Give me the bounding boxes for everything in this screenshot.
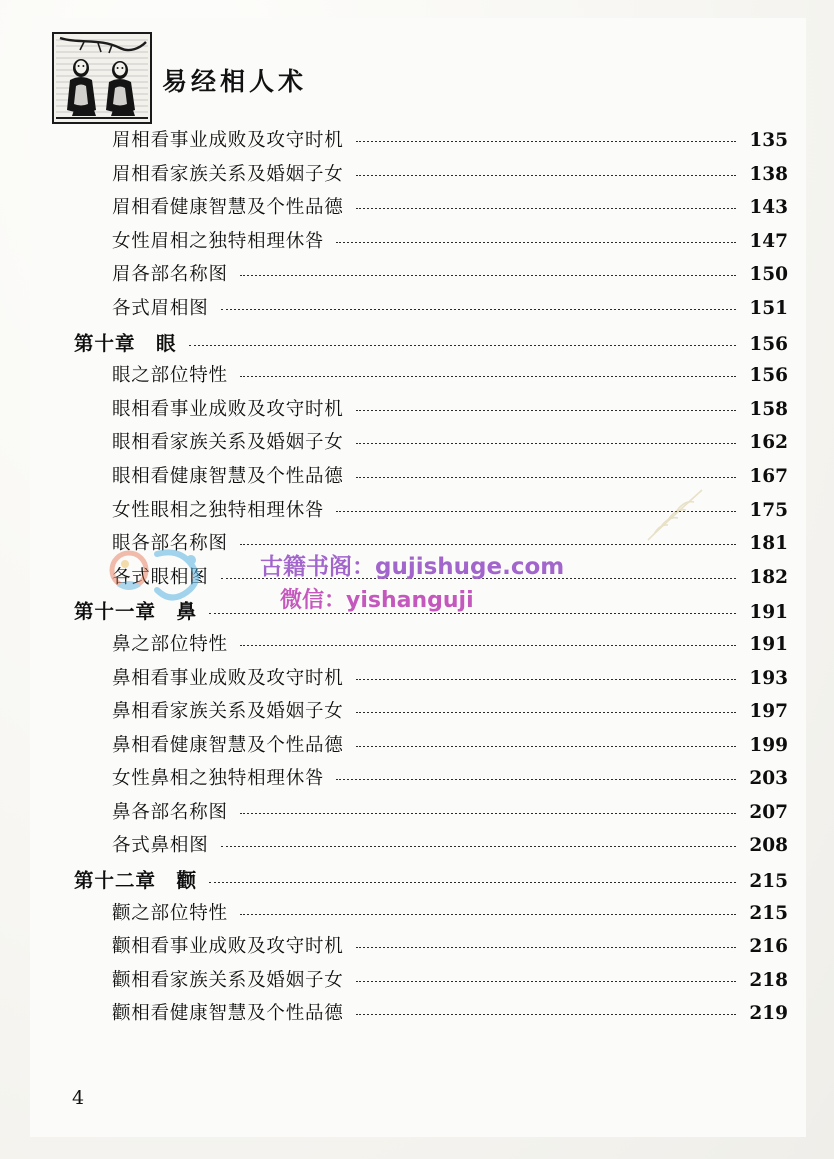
- page-content-area: [30, 18, 806, 1137]
- toc-leader-dots: [336, 511, 736, 512]
- toc-entry-page-number: 218: [749, 969, 788, 991]
- toc-entry-row[interactable]: [52, 260, 788, 294]
- toc-entry-row[interactable]: [52, 395, 788, 429]
- toc-leader-dots: [356, 410, 736, 411]
- toc-leader-dots: [209, 882, 736, 883]
- toc-leader-dots: [356, 208, 736, 209]
- toc-leader-dots: [356, 679, 736, 680]
- toc-entry-label: 眼之部位特性: [112, 365, 228, 387]
- toc-entry-row[interactable]: [52, 764, 788, 798]
- toc-entry-row[interactable]: [52, 630, 788, 664]
- toc-leader-dots: [221, 578, 736, 579]
- toc-entry-row[interactable]: [52, 462, 788, 496]
- toc-entry-label: 鼻之部位特性: [112, 633, 228, 655]
- toc-entry-row[interactable]: [52, 966, 788, 1000]
- toc-entry-row[interactable]: [52, 160, 788, 194]
- toc-entry-label: 眼相看家族关系及婚姻子女: [112, 432, 344, 454]
- toc-entry-page-number: 197: [749, 701, 788, 723]
- toc-leader-dots: [240, 645, 736, 646]
- toc-entry-row[interactable]: [52, 193, 788, 227]
- toc-leader-dots: [240, 544, 736, 545]
- toc-entry-page-number: 191: [749, 602, 788, 624]
- toc-entry-row[interactable]: [52, 932, 788, 966]
- toc-entry-page-number: 215: [749, 871, 788, 893]
- toc-leader-dots: [356, 947, 736, 948]
- toc-entry-page-number: 215: [749, 902, 788, 924]
- toc-entry-row[interactable]: [52, 496, 788, 530]
- toc-leader-dots: [356, 443, 736, 444]
- toc-entry-page-number: 191: [749, 633, 788, 655]
- toc-entry-label: 眉相看健康智慧及个性品德: [112, 197, 344, 219]
- toc-entry-label: 鼻相看事业成败及攻守时机: [112, 667, 344, 689]
- toc-entry-label: 各式眼相图: [112, 566, 209, 588]
- toc-leader-dots: [356, 746, 736, 747]
- toc-entry-row[interactable]: [52, 294, 788, 328]
- toc-entry-page-number: 135: [749, 130, 788, 151]
- toc-entry-label: 颧相看事业成败及攻守时机: [112, 936, 344, 958]
- toc-leader-dots: [356, 712, 736, 713]
- toc-leader-dots: [336, 779, 736, 780]
- toc-leader-dots: [209, 613, 736, 614]
- toc-entry-label: 各式眉相图: [112, 297, 209, 319]
- toc-entry-label: 鼻相看健康智慧及个性品德: [112, 734, 344, 756]
- toc-leader-dots: [221, 309, 736, 310]
- toc-entry-label: 眼相看事业成败及攻守时机: [112, 398, 344, 420]
- toc-entry-label: 女性眉相之独特相理休咎: [112, 230, 325, 252]
- toc-entry-label: 鼻各部名称图: [112, 801, 228, 823]
- woodcut-illustration-icon: [52, 32, 152, 124]
- toc-entry-row[interactable]: [52, 731, 788, 765]
- toc-entry-page-number: 138: [749, 163, 788, 185]
- toc-entry-page-number: 143: [749, 197, 788, 219]
- toc-leader-dots: [356, 477, 736, 478]
- toc-entry-row[interactable]: [52, 664, 788, 698]
- toc-entry-page-number: 167: [749, 465, 788, 487]
- toc-entry-label: 女性眼相之独特相理休咎: [112, 499, 325, 521]
- toc-entry-label: 第十章 眼: [74, 331, 177, 355]
- toc-entry-row[interactable]: [52, 126, 788, 160]
- toc-entry-label: 各式鼻相图: [112, 835, 209, 857]
- toc-entry-row[interactable]: [52, 529, 788, 563]
- toc-leader-dots: [240, 275, 736, 276]
- toc-leader-dots: [240, 914, 736, 915]
- toc-entry-page-number: 147: [749, 230, 788, 252]
- page-number-folio: 4: [72, 1087, 85, 1109]
- toc-entry-row[interactable]: [52, 227, 788, 261]
- toc-entry-row[interactable]: [52, 563, 788, 597]
- toc-entry-page-number: 208: [749, 835, 788, 857]
- watermark-wechat-text: 微信：yishanguji: [280, 588, 474, 613]
- toc-entry-page-number: 150: [749, 264, 788, 286]
- toc-leader-dots: [356, 141, 736, 142]
- toc-entry-label: 颧相看家族关系及婚姻子女: [112, 969, 344, 991]
- table-of-contents: [52, 126, 788, 1033]
- toc-leader-dots: [356, 175, 736, 176]
- toc-leader-dots: [356, 981, 736, 982]
- toc-entry-label: 眉各部名称图: [112, 264, 228, 286]
- toc-entry-page-number: 216: [749, 936, 788, 958]
- toc-chapter-row[interactable]: [52, 328, 788, 362]
- toc-entry-label: 第十一章 鼻: [74, 600, 198, 624]
- toc-entry-label: 第十二章 颧: [74, 869, 198, 893]
- toc-leader-dots: [240, 813, 736, 814]
- toc-chapter-row[interactable]: [52, 596, 788, 630]
- toc-entry-label: 女性鼻相之独特相理休咎: [112, 768, 325, 790]
- toc-entry-page-number: 182: [749, 566, 788, 588]
- toc-entry-page-number: 203: [749, 768, 788, 790]
- toc-leader-dots: [356, 1014, 736, 1015]
- toc-entry-page-number: 158: [749, 398, 788, 420]
- toc-entry-row[interactable]: [52, 428, 788, 462]
- toc-entry-row[interactable]: [52, 999, 788, 1033]
- toc-entry-row[interactable]: [52, 899, 788, 933]
- toc-entry-label: 眉相看家族关系及婚姻子女: [112, 163, 344, 185]
- toc-chapter-row[interactable]: [52, 865, 788, 899]
- toc-leader-dots: [336, 242, 736, 243]
- toc-entry-page-number: 162: [749, 432, 788, 454]
- toc-entry-page-number: 181: [749, 533, 788, 555]
- toc-entry-label: 眉相看事业成败及攻守时机: [112, 130, 344, 151]
- toc-entry-label: 眼相看健康智慧及个性品德: [112, 465, 344, 487]
- toc-entry-row[interactable]: [52, 361, 788, 395]
- toc-leader-dots: [189, 345, 736, 346]
- book-title: 易经相人术: [162, 67, 308, 96]
- toc-entry-label: 鼻相看家族关系及婚姻子女: [112, 701, 344, 723]
- toc-entry-page-number: 175: [749, 499, 788, 521]
- toc-entry-label: 眼各部名称图: [112, 533, 228, 555]
- toc-entry-page-number: 219: [749, 1003, 788, 1025]
- toc-entry-page-number: 156: [749, 333, 788, 355]
- toc-entry-row[interactable]: [52, 831, 788, 865]
- toc-leader-dots: [221, 846, 736, 847]
- toc-entry-page-number: 207: [749, 801, 788, 823]
- toc-entry-page-number: 193: [749, 667, 788, 689]
- toc-entry-page-number: 151: [749, 297, 788, 319]
- toc-entry-row[interactable]: [52, 798, 788, 832]
- toc-entry-page-number: 199: [749, 734, 788, 756]
- toc-entry-label: 颧之部位特性: [112, 902, 228, 924]
- page-header: [52, 32, 692, 124]
- toc-entry-row[interactable]: [52, 697, 788, 731]
- watermark-site-text: 古籍书阁：gujishuge.com: [260, 554, 565, 580]
- toc-entry-page-number: 156: [749, 365, 788, 387]
- toc-entry-label: 颧相看健康智慧及个性品德: [112, 1003, 344, 1025]
- toc-leader-dots: [240, 376, 736, 377]
